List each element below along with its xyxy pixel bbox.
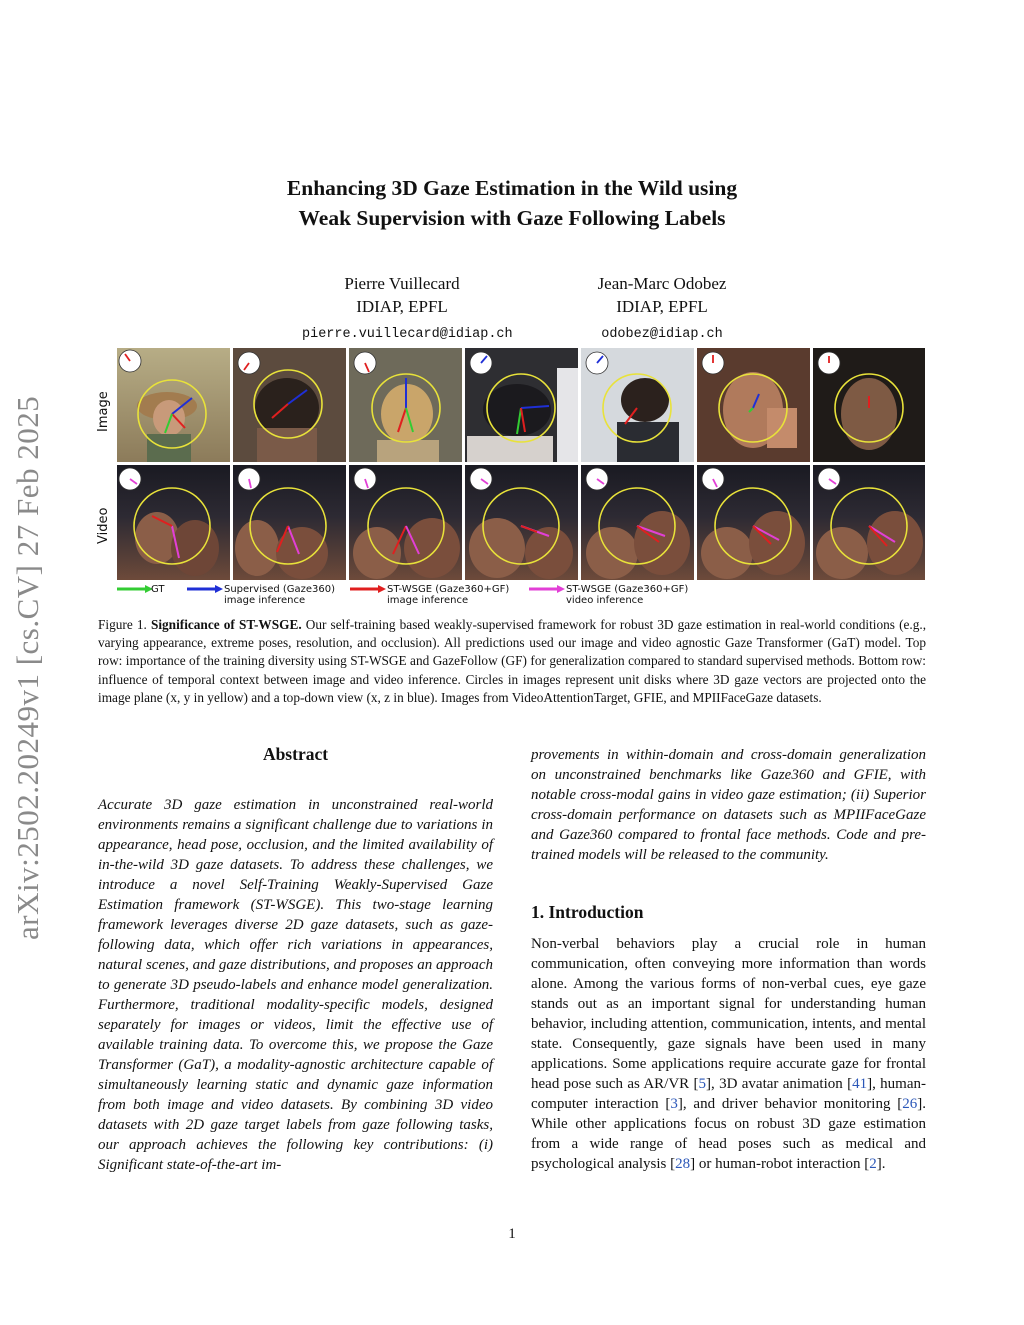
video-row (117, 465, 925, 580)
legend-label: ST-WSGE (Gaze360+GF) video inference (566, 584, 689, 606)
video-panel (117, 465, 230, 580)
video-panel (465, 465, 578, 580)
caption-bold: Significance of ST-WSGE. (150, 617, 302, 632)
abstract-text-left: Accurate 3D gaze estimation in unconstrained real-world environments remains a significant challenge due to variations in appearance, head pose, occlusion, and the limited availability of in-the-wild 3D gaze datasets. To address these challenges, we introduce a novel Self-Training Weakly-Supervised Gaze Estimation framework (ST-WSGE). This two-stage learning framework leverages diverse 2D gaze datasets, such as gaze-following data, which offer rich variations in appearances, natural scenes, and gaze distributions, and proposes an approach to generate 3D pseudo-labels and enhance model generalization. Furthermore, traditional modality-specific models, designed separately for images or videos, limit the effective use of available training data. To overcome this, we propose the Gaze Transformer (GaT), a modality-agnostic architecture capable of simultaneously learning static and dynamic gaze information from both image and video datasets. By combining 3D video datasets with 2D gaze target labels from gaze following tasks, our approach achieves the following key contributions: (i) Significant state-of-the-art im- (98, 797, 493, 1173)
abstract-heading: Abstract (262, 744, 329, 764)
image-panel (581, 348, 694, 462)
arxiv-stamp: arXiv:2502.20249v1 [cs.CV] 27 Feb 2025 (10, 395, 45, 940)
author-block-2 (562, 272, 762, 346)
citation-link[interactable]: 41 (852, 1076, 868, 1092)
video-panel (697, 465, 810, 580)
image-panel (233, 348, 346, 462)
author-email[interactable]: odobez@idiap.ch (601, 327, 723, 342)
citation-link[interactable]: 28 (675, 1156, 691, 1172)
citation-link[interactable]: 3 (670, 1096, 678, 1112)
paper-title (0, 173, 1024, 233)
row-label-video: Video (96, 507, 111, 544)
image-panel (465, 348, 578, 462)
caption-text: Our self-training based weakly-supervised framework for robust 3D gaze estimation in real-world conditions (e.g., varying appearance, extreme poses, resolution, and occlusion). All predictions used our image and video agnostic Gaze Transformer (GaT) model. Top row: importance of the training diversity using ST-WSGE and GazeFollow (GF) for generalization compared to standard supervised methods. Bottom row: influence of temporal context between image and video inference. Circles in images represent unit disks where 3D gaze vectors are projected onto the image plane (x, y in yellow) and a top-down view (x, z in blue). Images from VideoAttentionTarget, GFIE, and MPIIFaceGaze datasets. (98, 617, 927, 705)
intro-text: ]. (876, 1156, 886, 1172)
section-heading-introduction: 1. Introduction (531, 902, 644, 922)
citation-link[interactable]: 26 (902, 1096, 918, 1112)
legend-label: Supervised (Gaze360) image inference (224, 584, 336, 606)
page-number: 1 (508, 1226, 516, 1242)
intro-text: ], human-computer interaction [ (531, 1076, 926, 1112)
author-name: Jean-Marc Odobez (597, 274, 727, 293)
intro-text: ], and driver behavior monitoring [ (677, 1096, 903, 1112)
author-email[interactable]: pierre.vuillecard@idiap.ch (302, 327, 513, 342)
introduction-paragraph (531, 934, 926, 1174)
intro-text: ], 3D avatar animation [ (706, 1076, 853, 1092)
video-panel (233, 465, 346, 580)
author-affiliation: IDIAP, EPFL (616, 297, 708, 316)
image-panel (117, 348, 230, 462)
image-panel (813, 348, 925, 462)
caption-label: Figure 1. (98, 617, 147, 632)
figure-legend (117, 584, 925, 610)
legend-label: GT (151, 584, 165, 595)
title-line-1: Enhancing 3D Gaze Estimation in the Wild using (286, 176, 738, 200)
author-block-1 (302, 272, 513, 346)
abstract-text-right: provements in within-domain and cross-domain generalization on unconstrained benchmarks like Gaze360 and GFIE, with notable cross-modal gains in video gaze estimation; (ii) Superior cross-domain performance on datasets such as MPIIFaceGaze and Gaze360 compared to frontal face methods. Code and pre-trained models will be released to the community. (531, 747, 926, 863)
image-panel (697, 348, 810, 462)
author-name: Pierre Vuillecard (344, 274, 460, 293)
video-panel (581, 465, 694, 580)
citation-link[interactable]: 5 (698, 1076, 707, 1092)
intro-text: ]. While other applications focus on robust 3D gaze estimation from a wide range of head poses such as medical and psychological analysis [ (531, 1096, 927, 1172)
figure-panels (117, 348, 925, 580)
legend-label: ST-WSGE (Gaze360+GF) image inference (387, 584, 510, 606)
intro-text: Non-verbal behaviors play a crucial role in human communication, often conveying more information than words alone. Among the various forms of non-verbal cues, eye gaze stands out as an important signal for understanding human behavior, including attention, communication, intents, and mental state. Consequently, gaze signals have been used in many applications. Some applications require accurate gaze for frontal head pose such as AR/VR [ (531, 936, 926, 1092)
video-panel (349, 465, 462, 580)
video-panel (813, 465, 925, 580)
row-label-image: Image (96, 391, 111, 432)
title-line-2: Weak Supervision with Gaze Following Labels (298, 206, 726, 230)
intro-text: ] or human-robot interaction [ (690, 1156, 870, 1172)
citation-link[interactable]: 2 (869, 1156, 877, 1172)
author-affiliation: IDIAP, EPFL (356, 297, 448, 316)
image-row (117, 348, 925, 462)
image-panel (349, 348, 462, 462)
figure-caption (98, 616, 926, 707)
